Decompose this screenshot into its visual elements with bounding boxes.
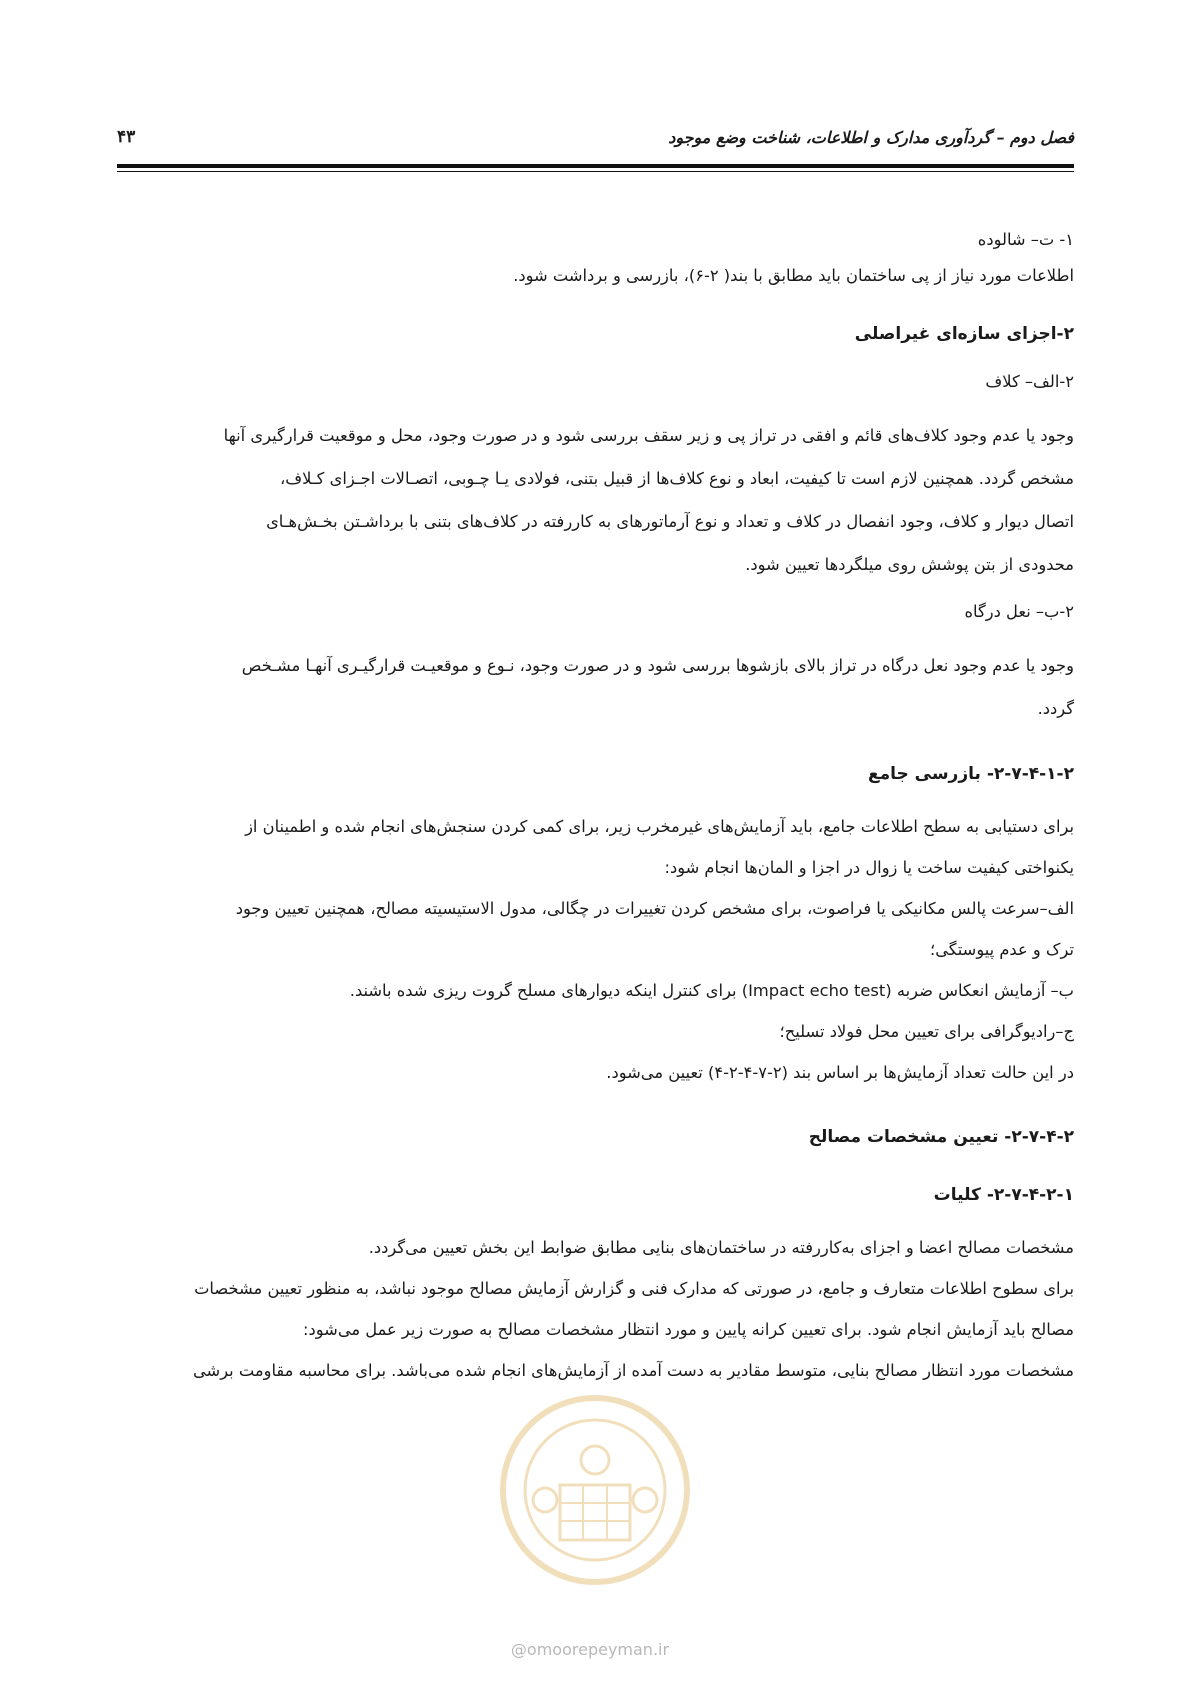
paragraph-line: مشخصات مورد انتظار مصالح بنایی، متوسط مقادیر به دست آمده از آزمایش‌های انجام شده می‌باشد. برای محاسبه مقاومت برشی xyxy=(192,1361,1074,1380)
heading-comprehensive: ۲-۷-۴-۱-۲- بازرسی جامع xyxy=(867,764,1074,784)
sub-b-caption: ۲-ب– نعل درگاه xyxy=(964,602,1074,621)
paragraph-line: اتصال دیوار و کلاف، وجود انفصال در کلاف و تعداد و نوع آرماتورهای به کاررفته در کلاف‌های بتنی با برداشـتن بخـش‌هـای xyxy=(266,512,1074,531)
sub-a-caption: ۲-الف– کلاف xyxy=(985,372,1074,391)
page-header xyxy=(117,122,1074,152)
general-paragraph xyxy=(117,1227,1074,1391)
paragraph-line: ب– آزمایش انعکاس ضربه (Impact echo test) برای کنترل اینکه دیوارهای مسلح گروت ریزی شده باشند. xyxy=(349,981,1074,1000)
paragraph-line: مشخصات مصالح اعضا و اجزای به‌کاررفته در ساختمان‌های بنایی مطابق ضوابط این بخش تعیین می‌گردد. xyxy=(368,1238,1074,1257)
paragraph-line: ج–رادیوگرافی برای تعیین محل فولاد تسلیح؛ xyxy=(779,1022,1074,1041)
paragraph-line: مصالح باید آزمایش انجام شود. برای تعیین کرانه پایین و مورد انتظار مشخصات مصالح به صورت زیر عمل می‌شود: xyxy=(303,1320,1074,1339)
paragraph-line: محدودی از بتن پوشش روی میلگردها تعیین شود. xyxy=(745,555,1074,574)
paragraph-line: وجود یا عدم وجود کلاف‌های قائم و افقی در تراز پی و زیر سقف بررسی شود و در صورت وجود، محل و موقعیت قرارگیری آنها xyxy=(223,426,1074,445)
watermark-site-text: @omoorepeyman.ir xyxy=(510,1640,670,1659)
page-number: ۴۳ xyxy=(117,127,136,147)
heading-materials: ۲-۷-۴-۲- تعیین مشخصات مصالح xyxy=(808,1127,1074,1147)
paragraph-line: وجود یا عدم وجود نعل درگاه در تراز بالای بازشوها بررسی شود و در صورت وجود، نـوع و موقعیـت قرارگیـری آنهـا مشـخص xyxy=(241,656,1074,675)
paragraph-line: گردد. xyxy=(1037,699,1074,718)
paragraph-line: برای دستیابی به سطح اطلاعات جامع، باید آزمایش‌های غیرمخرب زیر، برای کمی کردن سنجش‌های انجام شده و اطمینان از xyxy=(245,817,1074,836)
header-rule-thin xyxy=(117,171,1074,172)
heading-nonstructural: ۲-اجزای سازه‌ای غیراصلی xyxy=(854,324,1074,344)
paragraph-line: الف–سرعت پالس مکانیکی یا فراصوت، برای مشخص کردن تغییرات در چگالی، مدول الاستیسیته مصالح، همچنین تعیین وجود xyxy=(235,899,1074,918)
header-rule-thick xyxy=(117,164,1074,168)
paragraph-line: برای سطوح اطلاعات متعارف و جامع، در صورتی که مدارک فنی و گزارش آزمایش مصالح موجود نباشد، به منظور تعیین مشخصات xyxy=(194,1279,1074,1298)
comprehensive-paragraph xyxy=(117,806,1074,1093)
page-body xyxy=(117,222,1074,1391)
item1-caption: ۱- ت– شالوده xyxy=(977,230,1074,249)
paragraph-line: ترک و عدم پیوستگی؛ xyxy=(930,940,1074,959)
heading-general: ۲-۷-۴-۲-۱- کلیات xyxy=(933,1185,1074,1205)
sub-a-paragraph xyxy=(117,414,1074,586)
watermark-seal-icon xyxy=(490,1390,700,1590)
paragraph-line: یکنواختی کیفیت ساخت یا زوال در اجزا و المان‌ها انجام شود: xyxy=(664,858,1074,877)
running-head: فصل دوم – گردآوری مدارک و اطلاعات، شناخت وضع موجود xyxy=(668,127,1074,147)
item1-text: اطلاعات مورد نیاز از پی ساختمان باید مطابق با بند( ۲-۶)، بازرسی و برداشت شود. xyxy=(513,266,1074,285)
paragraph-line: در این حالت تعداد آزمایش‌ها بر اساس بند (۲-۷-۴-۲-۴) تعیین می‌شود. xyxy=(606,1063,1074,1082)
sub-b-paragraph xyxy=(117,644,1074,730)
paragraph-line: مشخص گردد. همچنین لازم است تا کیفیت، ابعاد و نوع کلاف‌ها از قبیل بتنی، فولادی یـا چـوبی، اتصـالات اجـزای کـلاف، xyxy=(280,469,1074,488)
